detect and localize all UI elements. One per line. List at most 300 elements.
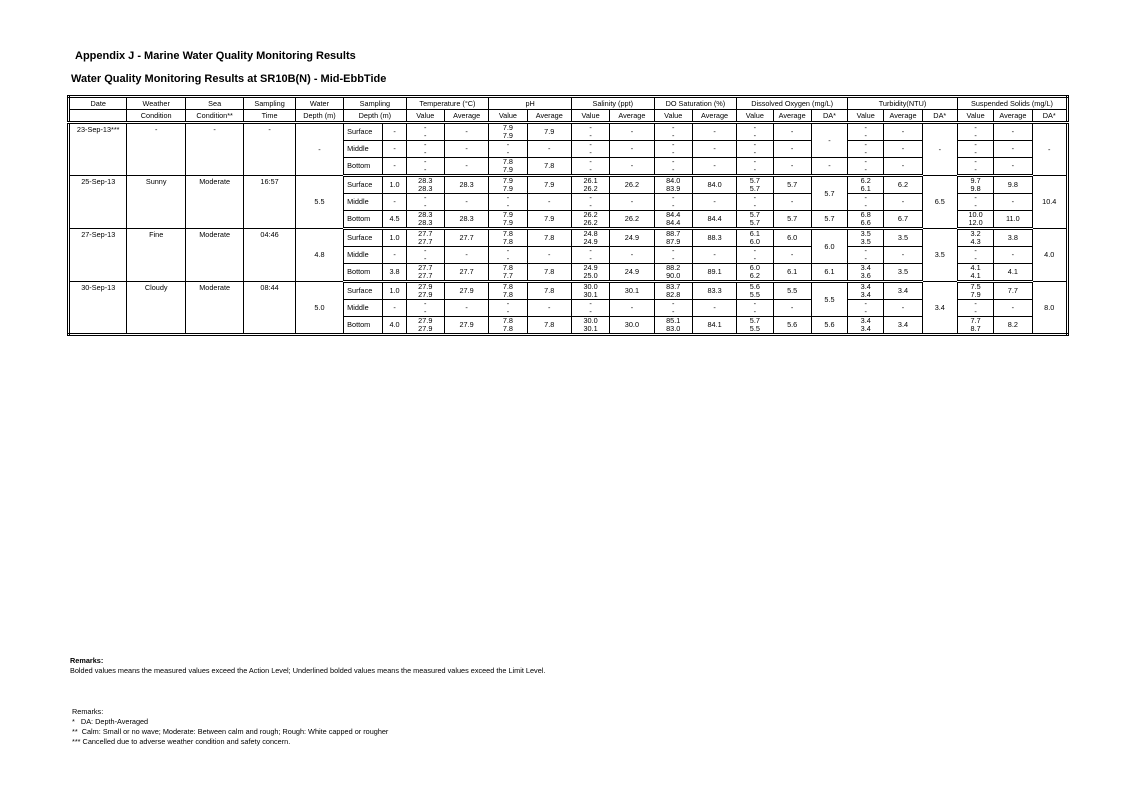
dissolved-oxygen-bottom: 6.1	[811, 264, 847, 282]
sampling-level-cell: Surface	[344, 123, 383, 141]
date-cell: 30-Sep-13	[69, 282, 127, 335]
turbidity-values-1: 3.4	[860, 263, 871, 272]
sampling-depth-cell: 1.0	[383, 229, 406, 247]
turbidity-values-2: 3.4	[860, 324, 871, 333]
salinity-values	[571, 123, 609, 141]
temperature-values	[406, 194, 444, 211]
do-saturation-average: 84.4	[692, 211, 736, 229]
temperature-average: 28.3	[444, 211, 488, 229]
salinity-values	[571, 194, 609, 211]
ph-values-2: 7.9	[502, 218, 513, 227]
suspended-solids-average: -	[994, 158, 1032, 176]
dissolved-oxygen-values-2: -	[753, 165, 757, 174]
hdr-turbidity: Turbidity(NTU)	[848, 97, 958, 110]
temperature-average: 27.9	[444, 282, 488, 300]
hdr-average: Average	[994, 110, 1032, 123]
hdr-da: DA*	[1032, 110, 1067, 123]
ph-values	[489, 141, 527, 158]
suspended-solids-values-2: -	[974, 307, 977, 316]
ph-values-1: -	[506, 140, 510, 149]
temperature-average: -	[444, 300, 488, 317]
hdr-weather: Weather	[127, 97, 185, 110]
temperature-values	[406, 282, 444, 300]
turbidity-values	[848, 229, 884, 247]
do-saturation-values-1: 88.2	[666, 263, 681, 272]
hdr-sampling-depth: Sampling	[344, 97, 406, 110]
sampling-depth-cell: 4.5	[383, 211, 406, 229]
salinity-average: 24.9	[610, 229, 654, 247]
dissolved-oxygen-da: 5.5	[811, 282, 847, 317]
suspended-solids-average: -	[994, 123, 1032, 141]
ph-values-1: 7.9	[502, 123, 513, 132]
ph-values	[489, 176, 527, 194]
turbidity-average: -	[884, 300, 922, 317]
turbidity-average: -	[884, 123, 922, 141]
salinity-average: -	[610, 123, 654, 141]
sea-condition-cell: Moderate	[185, 282, 243, 335]
suspended-solids-da: 10.4	[1032, 176, 1067, 229]
sampling-level-cell: Middle	[344, 194, 383, 211]
do-saturation-values	[654, 317, 692, 335]
suspended-solids-values-1: -	[974, 299, 977, 308]
turbidity-average: 3.5	[884, 229, 922, 247]
weather-cell: Sunny	[127, 176, 185, 229]
dissolved-oxygen-values-2: 5.5	[749, 290, 760, 299]
suspended-solids-values-1: -	[974, 157, 977, 166]
ph-values	[489, 123, 527, 141]
weather-cell: -	[127, 123, 185, 176]
turbidity-da: 3.4	[922, 282, 957, 335]
dissolved-oxygen-values-2: 5.7	[749, 184, 760, 193]
dissolved-oxygen-values-1: -	[753, 193, 757, 202]
suspended-solids-values-2: -	[974, 254, 977, 263]
temperature-values-1: 27.9	[418, 316, 433, 325]
hdr-value: Value	[406, 110, 444, 123]
suspended-solids-values	[957, 141, 993, 158]
dissolved-oxygen-values	[737, 211, 773, 229]
suspended-solids-average: 3.8	[994, 229, 1032, 247]
remarks-text: Bolded values means the measured values exceed the Action Level; Underlined bolded values means the measured values exceed the Limit Level.	[70, 666, 546, 675]
salinity-values-2: 26.2	[583, 184, 598, 193]
table-row	[69, 282, 1068, 300]
sampling-depth-cell: -	[383, 247, 406, 264]
do-saturation-values-1: 83.7	[666, 282, 681, 291]
ph-values-1: 7.8	[502, 229, 513, 238]
do-saturation-values	[654, 247, 692, 264]
suspended-solids-values-2: 7.9	[970, 290, 981, 299]
temperature-average: -	[444, 123, 488, 141]
do-saturation-values-1: 84.4	[666, 210, 681, 219]
dissolved-oxygen-average: -	[773, 300, 811, 317]
do-saturation-average: 84.0	[692, 176, 736, 194]
temperature-values-1: -	[424, 140, 427, 149]
do-saturation-average: -	[692, 247, 736, 264]
do-saturation-average: 83.3	[692, 282, 736, 300]
ph-values-1: 7.8	[502, 263, 513, 272]
hdr-average: Average	[527, 110, 571, 123]
ph-values-2: 7.7	[502, 271, 513, 280]
do-saturation-values-1: -	[672, 299, 675, 308]
salinity-values-1: -	[589, 123, 592, 132]
salinity-average: 30.1	[610, 282, 654, 300]
suspended-solids-values-1: 9.7	[970, 176, 981, 185]
salinity-values-1: -	[589, 246, 592, 255]
suspended-solids-values-1: 7.7	[970, 316, 981, 325]
ph-average: 7.9	[527, 211, 571, 229]
footnote-sea-condition: ** Calm: Small or no wave; Moderate: Between calm and rough; Rough: White capped or rougher	[72, 727, 389, 736]
hdr-value: Value	[848, 110, 884, 123]
salinity-values	[571, 141, 609, 158]
sampling-depth-cell: -	[383, 300, 406, 317]
suspended-solids-average: -	[994, 247, 1032, 264]
hdr-water-depth: Water	[295, 97, 343, 110]
temperature-values-2: -	[424, 148, 427, 157]
suspended-solids-average: -	[994, 300, 1032, 317]
turbidity-values-1: 3.4	[860, 316, 871, 325]
turbidity-values-2: -	[864, 307, 867, 316]
temperature-values	[406, 229, 444, 247]
sampling-time-cell: 16:57	[244, 176, 295, 229]
dissolved-oxygen-values-1: 5.7	[749, 316, 760, 325]
salinity-values	[571, 158, 609, 176]
temperature-values-2: -	[424, 307, 427, 316]
salinity-values-1: -	[589, 299, 592, 308]
dissolved-oxygen-values-1: 5.7	[749, 176, 760, 185]
sea-condition-cell: -	[185, 123, 243, 176]
salinity-values-2: 30.1	[583, 290, 598, 299]
hdr-value: Value	[571, 110, 609, 123]
dissolved-oxygen-values-1: 6.0	[749, 263, 760, 272]
remarks-heading: Remarks:	[70, 656, 104, 665]
footnote-heading: Remarks:	[72, 707, 104, 716]
ph-values-2: -	[506, 307, 510, 316]
do-saturation-values-2: 87.9	[666, 237, 681, 246]
salinity-values-2: 25.0	[583, 271, 598, 280]
salinity-values	[571, 211, 609, 229]
turbidity-values-1: 3.4	[860, 282, 871, 291]
salinity-average: 30.0	[610, 317, 654, 335]
hdr-weather-2: Condition	[127, 110, 185, 123]
temperature-values-2: 27.7	[418, 271, 433, 280]
dissolved-oxygen-values-2: -	[753, 131, 757, 140]
hdr-sea: Sea	[185, 97, 243, 110]
ph-values-2: -	[506, 254, 510, 263]
turbidity-values	[848, 158, 884, 176]
temperature-values-1: -	[424, 123, 427, 132]
temperature-values	[406, 176, 444, 194]
ph-average: 7.8	[527, 158, 571, 176]
dissolved-oxygen-values-1: -	[753, 123, 757, 132]
dissolved-oxygen-average: -	[773, 247, 811, 264]
do-saturation-values-1: 85.1	[666, 316, 681, 325]
salinity-values-1: -	[589, 140, 592, 149]
turbidity-values-2: 6.6	[860, 218, 871, 227]
do-saturation-values-2: 83.0	[666, 324, 681, 333]
turbidity-values-1: -	[864, 299, 867, 308]
sampling-depth-cell: -	[383, 158, 406, 176]
do-saturation-values	[654, 123, 692, 141]
dissolved-oxygen-da: 6.0	[811, 229, 847, 264]
turbidity-values-1: 6.2	[860, 176, 871, 185]
temperature-values	[406, 264, 444, 282]
dissolved-oxygen-values	[737, 317, 773, 335]
ph-values-2: 7.9	[502, 131, 513, 140]
dissolved-oxygen-values	[737, 176, 773, 194]
suspended-solids-values	[957, 123, 993, 141]
hdr-average: Average	[692, 110, 736, 123]
turbidity-values-1: -	[864, 123, 867, 132]
do-saturation-values-1: 88.7	[666, 229, 681, 238]
salinity-values-1: -	[589, 157, 592, 166]
turbidity-values	[848, 247, 884, 264]
table-body	[69, 123, 1068, 335]
ph-values-1: -	[506, 299, 510, 308]
do-saturation-values-1: -	[672, 140, 675, 149]
sampling-depth-cell: 3.8	[383, 264, 406, 282]
suspended-solids-values	[957, 282, 993, 300]
temperature-values-1: 28.3	[418, 210, 433, 219]
turbidity-values-1: -	[864, 157, 867, 166]
ph-values-2: -	[506, 201, 510, 210]
appendix-title: Appendix J - Marine Water Quality Monitoring Results	[75, 50, 356, 62]
ph-average: -	[527, 247, 571, 264]
dissolved-oxygen-average: 5.7	[773, 211, 811, 229]
do-saturation-values	[654, 211, 692, 229]
ph-values-1: 7.8	[502, 157, 513, 166]
turbidity-da: 6.5	[922, 176, 957, 229]
suspended-solids-values-1: -	[974, 193, 977, 202]
ph-average: -	[527, 300, 571, 317]
turbidity-average: 3.5	[884, 264, 922, 282]
hdr-average: Average	[884, 110, 922, 123]
turbidity-average: -	[884, 247, 922, 264]
sampling-level-cell: Middle	[344, 141, 383, 158]
turbidity-values-2: -	[864, 131, 867, 140]
suspended-solids-values-2: 9.8	[970, 184, 981, 193]
salinity-average: -	[610, 300, 654, 317]
temperature-values-2: 27.7	[418, 237, 433, 246]
ph-values	[489, 300, 527, 317]
salinity-average: 24.9	[610, 264, 654, 282]
salinity-values-2: -	[589, 254, 592, 263]
temperature-average: -	[444, 194, 488, 211]
turbidity-values	[848, 317, 884, 335]
salinity-values-2: -	[589, 165, 592, 174]
turbidity-values-1: -	[864, 140, 867, 149]
dissolved-oxygen-values-2: -	[753, 201, 757, 210]
temperature-values	[406, 158, 444, 176]
ph-average: -	[527, 141, 571, 158]
ph-average: 7.9	[527, 123, 571, 141]
hdr-date-blank	[69, 110, 127, 123]
do-saturation-average: 88.3	[692, 229, 736, 247]
do-saturation-values-2: -	[672, 131, 675, 140]
dissolved-oxygen-values-1: -	[753, 157, 757, 166]
suspended-solids-values-2: 4.3	[970, 237, 981, 246]
suspended-solids-values-2: -	[974, 131, 977, 140]
turbidity-values	[848, 194, 884, 211]
date-cell: 27-Sep-13	[69, 229, 127, 282]
turbidity-average: -	[884, 158, 922, 176]
do-saturation-average: 89.1	[692, 264, 736, 282]
suspended-solids-values-1: -	[974, 140, 977, 149]
hdr-average: Average	[444, 110, 488, 123]
table-row	[69, 123, 1068, 141]
do-saturation-values	[654, 194, 692, 211]
do-saturation-average: -	[692, 300, 736, 317]
suspended-solids-values-2: -	[974, 148, 977, 157]
salinity-values-2: -	[589, 131, 592, 140]
hdr-value: Value	[654, 110, 692, 123]
salinity-values-2: -	[589, 148, 592, 157]
salinity-values-1: -	[589, 193, 592, 202]
ph-values-2: 7.8	[502, 290, 513, 299]
hdr-da: DA*	[811, 110, 847, 123]
dissolved-oxygen-values	[737, 194, 773, 211]
ph-values-2: 7.9	[502, 184, 513, 193]
salinity-values-2: -	[589, 307, 592, 316]
dissolved-oxygen-da: -	[811, 123, 847, 158]
do-saturation-values-1: -	[672, 123, 675, 132]
hdr-temperature: Temperature (°C)	[406, 97, 489, 110]
sampling-depth-cell: -	[383, 141, 406, 158]
hdr-sampling-depth-2: Depth (m)	[344, 110, 406, 123]
footnote-cancelled: *** Cancelled due to adverse weather condition and safety concern.	[72, 737, 291, 746]
sampling-level-cell: Bottom	[344, 264, 383, 282]
ph-values-1: 7.9	[502, 176, 513, 185]
do-saturation-values	[654, 282, 692, 300]
dissolved-oxygen-average: -	[773, 141, 811, 158]
dissolved-oxygen-values-2: 5.7	[749, 218, 760, 227]
hdr-date: Date	[69, 97, 127, 110]
water-depth-cell: -	[295, 123, 343, 176]
temperature-values-1: 27.9	[418, 282, 433, 291]
suspended-solids-average: -	[994, 194, 1032, 211]
sampling-time-cell: 04:46	[244, 229, 295, 282]
dissolved-oxygen-values	[737, 141, 773, 158]
dissolved-oxygen-values	[737, 158, 773, 176]
temperature-average: 27.7	[444, 264, 488, 282]
temperature-values-1: -	[424, 193, 427, 202]
ph-values-1: -	[506, 246, 510, 255]
turbidity-average: -	[884, 141, 922, 158]
turbidity-values	[848, 123, 884, 141]
temperature-values-1: -	[424, 157, 427, 166]
ph-values	[489, 264, 527, 282]
hdr-do-saturation: DO Saturation (%)	[654, 97, 737, 110]
ph-values-2: -	[506, 148, 510, 157]
suspended-solids-values	[957, 300, 993, 317]
do-saturation-values-2: -	[672, 165, 675, 174]
do-saturation-values	[654, 264, 692, 282]
do-saturation-values	[654, 176, 692, 194]
temperature-values	[406, 211, 444, 229]
suspended-solids-values-1: 7.5	[970, 282, 981, 291]
hdr-ph: pH	[489, 97, 572, 110]
temperature-average: -	[444, 247, 488, 264]
dissolved-oxygen-values-1: -	[753, 299, 757, 308]
temperature-average: -	[444, 141, 488, 158]
sea-condition-cell: Moderate	[185, 229, 243, 282]
dissolved-oxygen-values-1: 5.7	[749, 210, 760, 219]
temperature-values-1: -	[424, 299, 427, 308]
turbidity-da: 3.5	[922, 229, 957, 282]
sampling-level-cell: Bottom	[344, 317, 383, 335]
temperature-average: -	[444, 158, 488, 176]
ph-average: -	[527, 194, 571, 211]
sampling-level-cell: Middle	[344, 247, 383, 264]
ph-values-2: 7.8	[502, 237, 513, 246]
dissolved-oxygen-values-2: 5.5	[749, 324, 760, 333]
temperature-values	[406, 247, 444, 264]
ph-average: 7.8	[527, 317, 571, 335]
salinity-values	[571, 229, 609, 247]
table-row	[69, 176, 1068, 194]
ph-average: 7.8	[527, 229, 571, 247]
turbidity-values	[848, 141, 884, 158]
temperature-values	[406, 300, 444, 317]
hdr-sea-2: Condition**	[185, 110, 243, 123]
remarks-action-level	[70, 656, 545, 676]
salinity-values	[571, 300, 609, 317]
salinity-values-1: 30.0	[583, 282, 598, 291]
suspended-solids-average: 7.7	[994, 282, 1032, 300]
salinity-values-1: 24.8	[583, 229, 598, 238]
temperature-values-2: 27.9	[418, 324, 433, 333]
temperature-values	[406, 317, 444, 335]
salinity-values	[571, 317, 609, 335]
turbidity-values-2: -	[864, 148, 867, 157]
hdr-value: Value	[957, 110, 993, 123]
dissolved-oxygen-values	[737, 264, 773, 282]
ph-average: 7.9	[527, 176, 571, 194]
ph-values	[489, 317, 527, 335]
ph-values-1: 7.8	[502, 316, 513, 325]
temperature-values-1: -	[424, 246, 427, 255]
hdr-average: Average	[610, 110, 654, 123]
turbidity-values	[848, 211, 884, 229]
temperature-average: 28.3	[444, 176, 488, 194]
hdr-sampling-time: Sampling	[244, 97, 295, 110]
salinity-values	[571, 282, 609, 300]
salinity-average: -	[610, 141, 654, 158]
dissolved-oxygen-values	[737, 229, 773, 247]
do-saturation-average: 84.1	[692, 317, 736, 335]
temperature-average: 27.7	[444, 229, 488, 247]
sampling-level-cell: Surface	[344, 282, 383, 300]
dissolved-oxygen-values-1: 6.1	[749, 229, 760, 238]
suspended-solids-values-2: -	[974, 165, 977, 174]
sampling-level-cell: Surface	[344, 176, 383, 194]
turbidity-values	[848, 264, 884, 282]
hdr-water-depth-2: Depth (m)	[295, 110, 343, 123]
salinity-values-2: 30.1	[583, 324, 598, 333]
temperature-values-1: 27.7	[418, 229, 433, 238]
suspended-solids-values-1: 10.0	[968, 210, 983, 219]
ph-values	[489, 282, 527, 300]
turbidity-values-2: 6.1	[860, 184, 871, 193]
turbidity-values-1: -	[864, 246, 867, 255]
salinity-values-2: -	[589, 201, 592, 210]
turbidity-average: 6.2	[884, 176, 922, 194]
suspended-solids-values-1: -	[974, 123, 977, 132]
turbidity-average: 3.4	[884, 282, 922, 300]
turbidity-average: 6.7	[884, 211, 922, 229]
turbidity-values-2: 3.5	[860, 237, 871, 246]
suspended-solids-values	[957, 264, 993, 282]
ph-values-2: 7.9	[502, 165, 513, 174]
hdr-dissolved-oxygen: Dissolved Oxygen (mg/L)	[737, 97, 848, 110]
